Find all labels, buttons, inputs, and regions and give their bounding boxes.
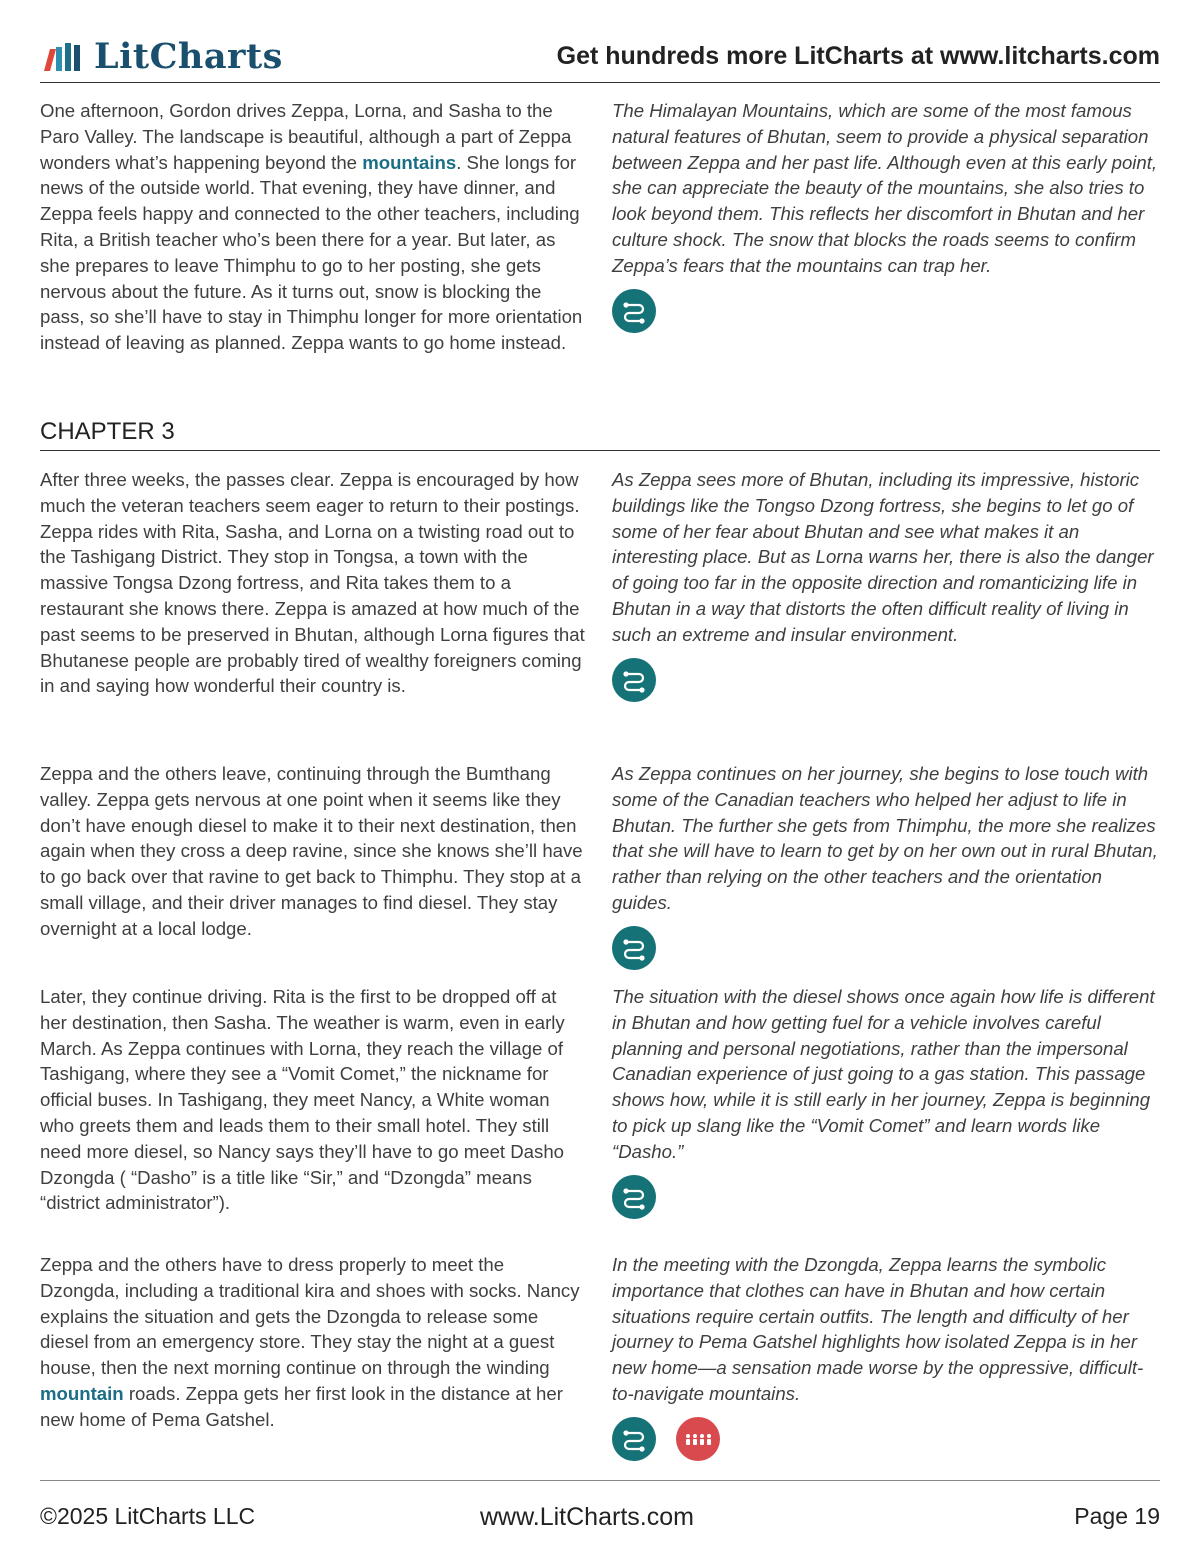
analysis-paragraph: The situation with the diesel shows once again how life is different in Bhutan and how getting fuel for a vehicle involves careful planning and personal negotiations, rather than the impersonal Canadian experience of just going to a gas station. This passage shows how, while it is still early in her journey, Zeppa is beginning to pick up slang like the “Vomit Comet” and learn words like “Dasho.” [612,986,1155,1162]
path-route-icon[interactable] [612,1417,656,1461]
analysis-text [612,984,1160,1219]
footer-copyright: ©2025 LitCharts LLC [40,1503,256,1529]
logo-text: LitCharts [94,35,283,77]
analysis-paragraph: The Himalayan Mountains, which are some of the most famous natural features of Bhutan, seem to provide a physical separation between Zeppa and her past life. Although even at this early point, she can appreciate the beauty of the mountains, she also tries to look beyond them. This reflects her discomfort in Bhutan and her culture shock. The snow that blocks the roads seems to confirm Zeppa’s fears that the mountains can trap her. [612,100,1158,276]
theme-icons [612,926,1160,970]
summary-text [40,98,588,356]
analysis-paragraph: As Zeppa sees more of Bhutan, including its impressive, historic buildings like the Tongso Dzong fortress, she begins to let go of some of her fear about Bhutan and see what makes it an interesting place. But as Lorna warns her, there is also the danger of going too far in the opposite direction and romanticizing life in Bhutan in a way that distorts the often difficult reality of living in such an extreme and insular environment. [612,469,1154,645]
summary-fragment: One afternoon, Gordon drives Zeppa, Lorna, and Sasha to the Paro Valley. The landscape is beautiful, although a part of Zeppa wonders what’s happening beyond the [40,100,572,173]
path-route-icon[interactable] [612,1175,656,1219]
summary-fragment: roads. Zeppa gets her first look in the distance at her new home of Pema Gatshel. [40,1382,563,1430]
path-route-icon[interactable] [612,658,656,702]
keyword-mountain-link[interactable]: mountain [40,1382,124,1404]
page-header [40,30,1160,83]
summary-text: Later, they continue driving. Rita is the first to be dropped off at her destination, then Sasha. The weather is warm, even in early March. As Zeppa continues with Lorna, they reach the village of Tashigang, where they see a “Vomit Comet,” the nickname for official buses. In Tashigang, they meet Nancy, a White woman who greets them and leads them to their small hotel. They still need more diesel, so Nancy says they’ll have to go meet Dasho Dzongda ( “Dasho” is a title like “Sir,” and “Dzongda” means “district administrator”). [40,986,565,1214]
analysis-text [612,1252,1160,1461]
footer-divider [40,1480,1160,1481]
analysis-text [612,98,1160,333]
summary-fragment: Zeppa and the others have to dress properly to meet the Dzongda, including a traditional kira and shoes with socks. Nancy explains the situation and gets the Dzongda to release some diesel from an emergency store. They stay the night at a guest house, then the next morning continue on through the winding [40,1254,580,1379]
summary-text: After three weeks, the passes clear. Zeppa is encouraged by how much the veteran teachers seem eager to return to their postings. Zeppa rides with Rita, Sasha, and Lorna on a twisting road out to the Tashigang District. They stop in Tongsa, a town with the massive Tongsa Dzong fortress, and Rita takes them to a restaurant she knows there. Zeppa is amazed at how much of the past seems to be preserved in Bhutan, although Lorna figures that Bhutanese people are probably tired of wealthy foreigners coming in and saying how wonderful their country is. [40,469,585,697]
summary-text [40,1252,588,1433]
summary-fragment: . She longs for news of the outside world. That evening, they have dinner, and Zeppa feels happy and connected to the other teachers, including Rita, a British teacher who’s been there for a year. But later, as she prepares to leave Thimphu to go to her posting, she gets nervous about the future. As it turns out, snow is blocking the pass, so she’ll have to stay in Thimphu longer for more orientation instead of leaving as planned. Zeppa wants to go home instead. [40,151,583,354]
people-group-icon[interactable] [676,1417,720,1461]
summary-text: Zeppa and the others leave, continuing through the Bumthang valley. Zeppa gets nervous at one point when it seems like they don’t have enough diesel to make it to their next destination, then again when they cross a deep ravine, since she knows she’ll have to go back over that ravine to get back to Thimphu. They stop at a small village, and their driver manages to find diesel. They stay overnight at a local lodge. [40,763,583,939]
analysis-paragraph: As Zeppa continues on her journey, she begins to lose touch with some of the Canadian teachers who helped her adjust to life in Bhutan. The further she gets from Thimphu, the more she realizes that she will have to learn to get by on her own out in rural Bhutan, rather than relying on the other teachers and the orientation guides. [612,763,1158,913]
analysis-paragraph: In the meeting with the Dzongda, Zeppa learns the symbolic importance that clothes can have in Bhutan and how certain situations require certain outfits. The length and difficulty of her journey to Pema Gatshel highlights how isolated Zeppa is in her new home—a sensation made worse by the oppressive, difficult-to-navigate mountains. [612,1254,1144,1404]
chapter-heading: CHAPTER 3 [40,418,1160,451]
litcharts-logo[interactable] [44,36,283,76]
logo-bars-icon [44,41,84,71]
footer-site-link[interactable]: www.LitCharts.com [480,1503,694,1531]
theme-icons [612,289,1160,333]
analysis-text [612,467,1160,702]
path-route-icon[interactable] [612,289,656,333]
analysis-text [612,761,1160,970]
theme-icons [612,658,1160,702]
keyword-mountains-link[interactable]: mountains [362,151,457,173]
theme-icons [612,1175,1160,1219]
theme-icons [612,1417,1160,1461]
path-route-icon[interactable] [612,926,656,970]
header-tagline[interactable]: Get hundreds more LitCharts at www.litcharts.com [556,42,1160,70]
page-number: Page 19 [1074,1503,1160,1529]
